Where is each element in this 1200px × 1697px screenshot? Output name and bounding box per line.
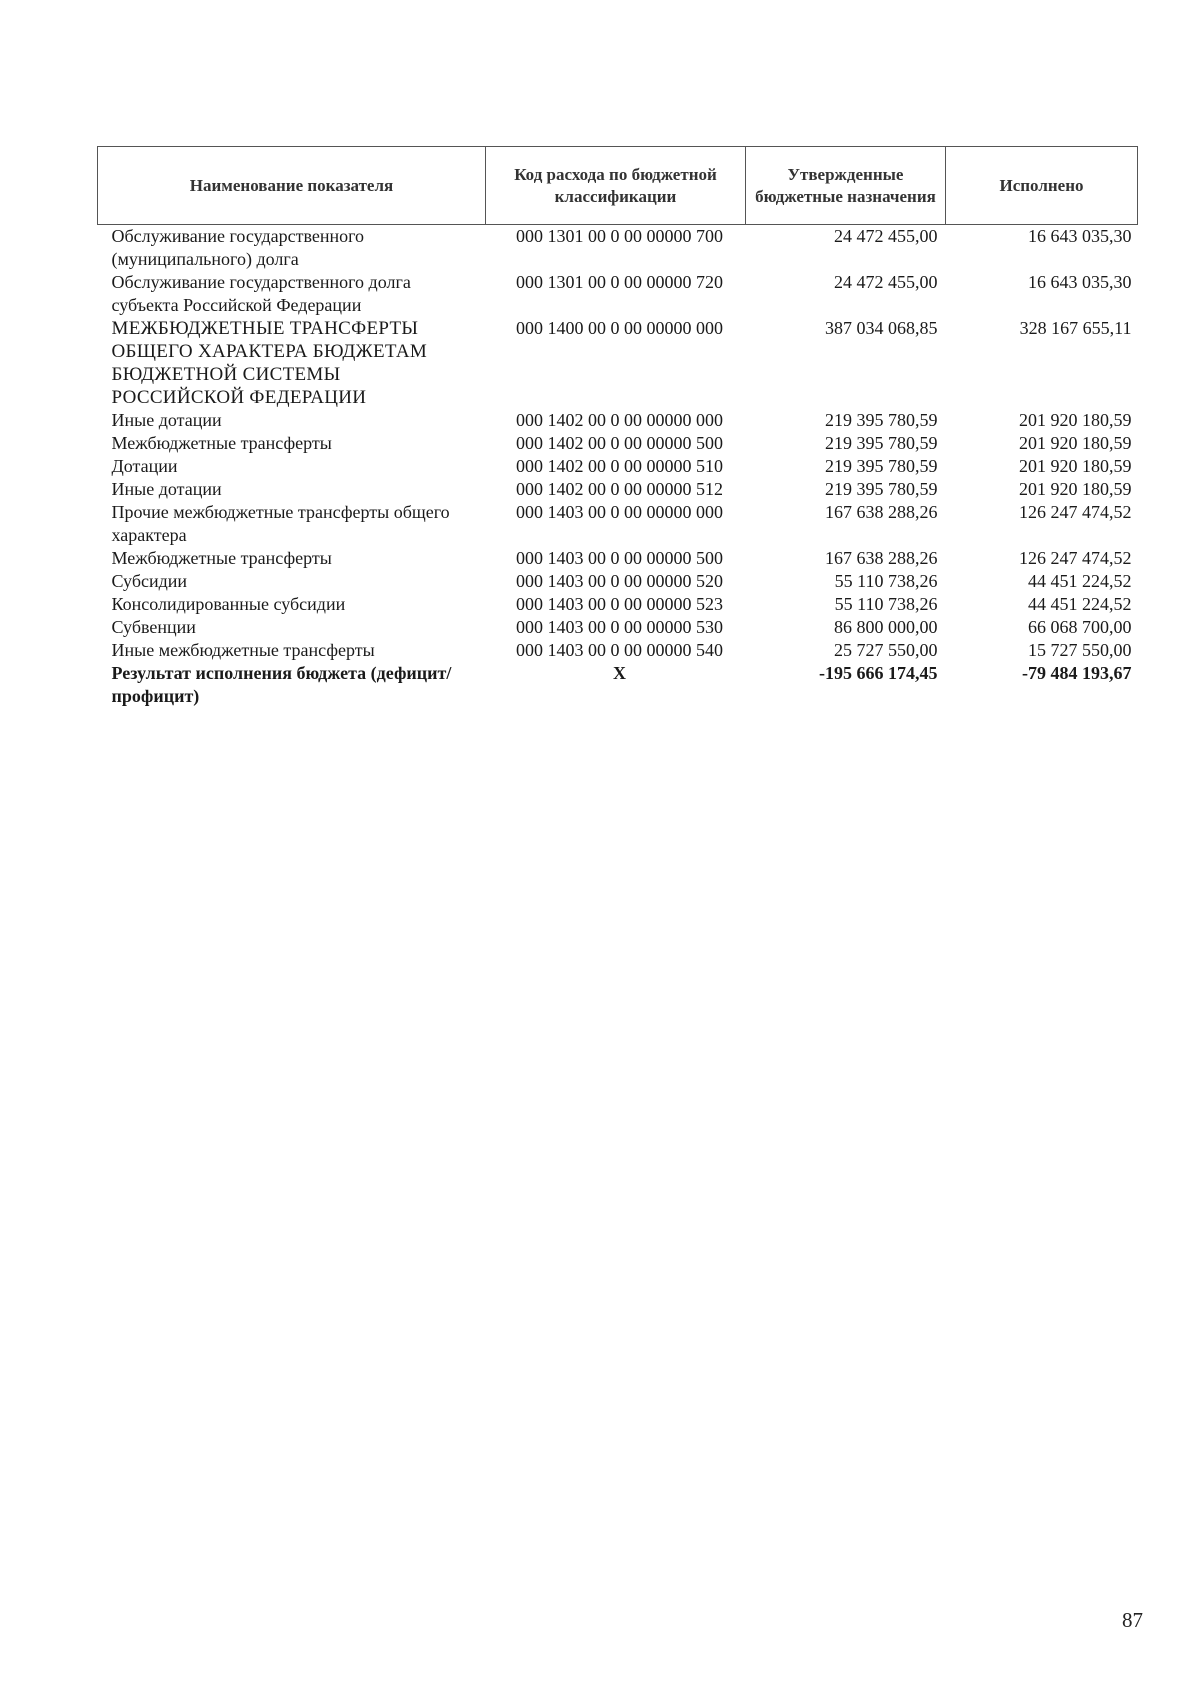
row-executed: 201 920 180,59: [1019, 410, 1132, 430]
row-executed: 201 920 180,59: [1019, 456, 1132, 476]
row-name: Иные дотации: [111, 479, 222, 499]
row-code: 000 1403 00 0 00 00000 000: [516, 502, 723, 522]
page-number: 87: [1122, 1608, 1143, 1632]
row-approved: 219 395 780,59: [825, 433, 938, 453]
row-name: Результат исполнения бюджета (дефицит/профицит): [111, 663, 452, 706]
header-approved-appropriations: Утвержденные бюджетные назначения: [746, 147, 946, 225]
row-code: 000 1301 00 0 00 00000 720: [516, 272, 723, 292]
header-indicator-name: Наименование показателя: [98, 147, 486, 225]
row-executed: 44 451 224,52: [1028, 571, 1132, 591]
row-code: 000 1301 00 0 00 00000 700: [516, 226, 723, 246]
row-approved: 219 395 780,59: [825, 410, 938, 430]
header-executed: Исполнено: [946, 147, 1138, 225]
row-name: Обслуживание государственного долга субъекта Российской Федерации: [111, 272, 411, 315]
row-name: Прочие межбюджетные трансферты общего характера: [111, 502, 450, 545]
header-expense-code: Код расхода по бюджетной классификации: [486, 147, 746, 225]
budget-execution-table: [97, 146, 1138, 708]
row-executed: 328 167 655,11: [1019, 318, 1132, 338]
row-executed: 15 727 550,00: [1028, 640, 1132, 660]
table-row: [98, 317, 1138, 409]
row-approved: 86 800 000,00: [834, 617, 938, 637]
row-code: 000 1403 00 0 00 00000 520: [516, 571, 723, 591]
row-executed: 16 643 035,30: [1028, 272, 1132, 292]
row-approved: 24 472 455,00: [834, 272, 938, 292]
row-approved: 25 727 550,00: [834, 640, 938, 660]
table-row: [98, 593, 1138, 616]
table-row: [98, 547, 1138, 570]
row-executed: 126 247 474,52: [1019, 502, 1132, 522]
table-row: [98, 409, 1138, 432]
row-executed: 16 643 035,30: [1028, 226, 1132, 246]
row-approved: -195 666 174,45: [819, 663, 938, 683]
row-approved: 167 638 288,26: [825, 502, 938, 522]
row-name: Межбюджетные трансферты: [111, 548, 332, 568]
row-approved: 387 034 068,85: [825, 318, 938, 338]
row-code: 000 1403 00 0 00 00000 500: [516, 548, 723, 568]
row-approved: 55 110 738,26: [834, 594, 938, 614]
row-name: Иные дотации: [111, 410, 222, 430]
row-approved: 219 395 780,59: [825, 479, 938, 499]
row-name: МЕЖБЮДЖЕТНЫЕ ТРАНСФЕРТЫ ОБЩЕГО ХАРАКТЕРА БЮДЖЕТАМ БЮДЖЕТНОЙ СИСТЕМЫ РОССИЙСКОЙ ФЕДЕРАЦИИ: [111, 318, 428, 408]
row-executed: 44 451 224,52: [1028, 594, 1132, 614]
row-executed: 201 920 180,59: [1019, 479, 1132, 499]
row-code: 000 1402 00 0 00 00000 500: [516, 433, 723, 453]
table-row: [98, 225, 1138, 272]
row-approved: 219 395 780,59: [825, 456, 938, 476]
row-code: X: [613, 663, 626, 683]
row-code: 000 1400 00 0 00 00000 000: [516, 318, 723, 338]
table-row: [98, 432, 1138, 455]
row-name: Субсидии: [111, 571, 188, 591]
row-executed: 201 920 180,59: [1019, 433, 1132, 453]
row-executed: -79 484 193,67: [1022, 663, 1132, 683]
row-name: Обслуживание государственного (муниципального) долга: [111, 226, 365, 269]
row-executed: 126 247 474,52: [1019, 548, 1132, 568]
row-code: 000 1403 00 0 00 00000 540: [516, 640, 723, 660]
row-name: Иные межбюджетные трансферты: [111, 640, 375, 660]
table-row: [98, 478, 1138, 501]
table-row: [98, 639, 1138, 662]
table-row: [98, 271, 1138, 317]
row-approved: 167 638 288,26: [825, 548, 938, 568]
table-header-row: [98, 147, 1138, 225]
row-name: Дотации: [111, 456, 178, 476]
row-approved: 24 472 455,00: [834, 226, 938, 246]
row-name: Межбюджетные трансферты: [111, 433, 332, 453]
row-approved: 55 110 738,26: [834, 571, 938, 591]
table-row: [98, 570, 1138, 593]
row-code: 000 1402 00 0 00 00000 512: [516, 479, 723, 499]
row-code: 000 1402 00 0 00 00000 510: [516, 456, 723, 476]
table-row: [98, 616, 1138, 639]
row-name: Субвенции: [111, 617, 196, 637]
row-executed: 66 068 700,00: [1028, 617, 1132, 637]
row-name: Консолидированные субсидии: [111, 594, 346, 614]
table-row: [98, 455, 1138, 478]
table-row: [98, 501, 1138, 547]
row-code: 000 1403 00 0 00 00000 530: [516, 617, 723, 637]
row-code: 000 1403 00 0 00 00000 523: [516, 594, 723, 614]
row-code: 000 1402 00 0 00 00000 000: [516, 410, 723, 430]
table-row-budget-result: [98, 662, 1138, 708]
